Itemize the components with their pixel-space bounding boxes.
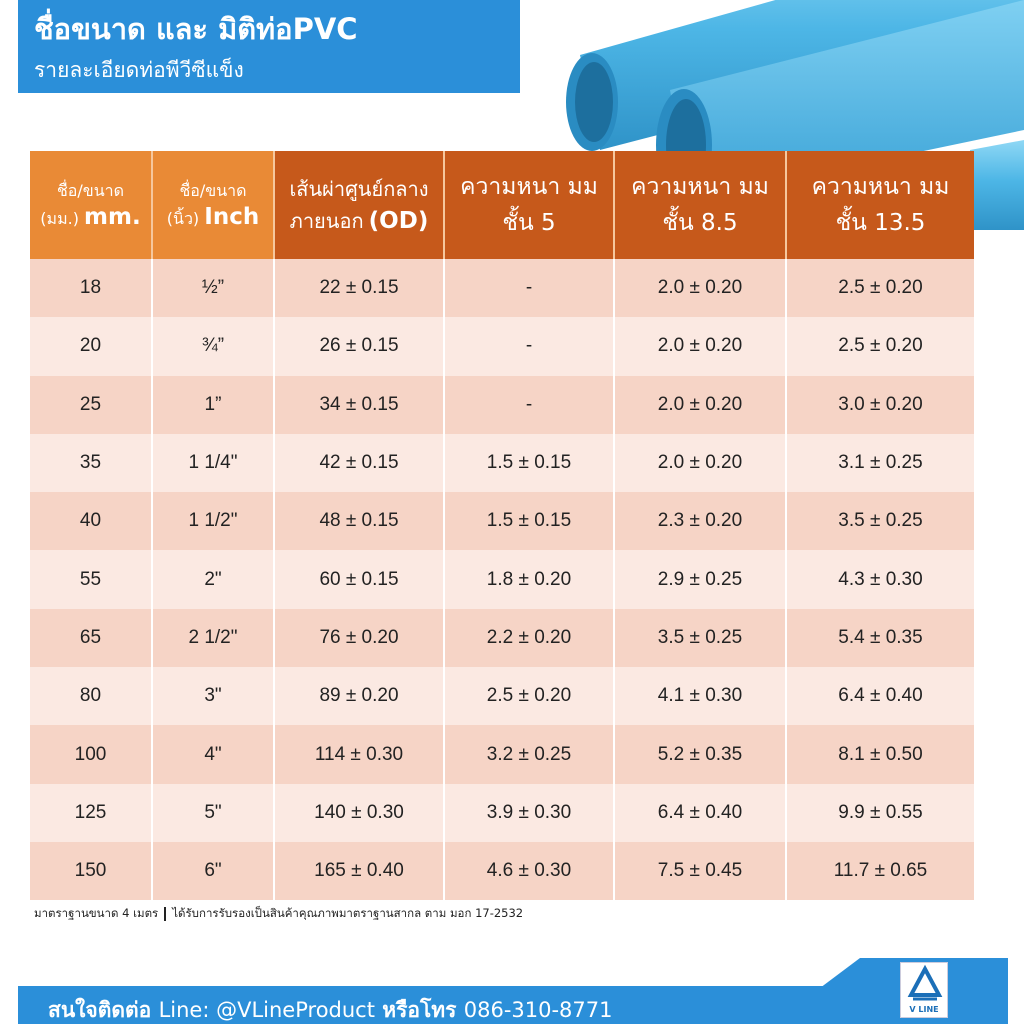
cell-thickness-13-5: 9.9 ± 0.55 [786,784,974,842]
cell-outer-diameter: 89 ± 0.20 [274,667,444,725]
cell-thickness-5: 1.8 ± 0.20 [444,550,614,608]
column-header-size-mm: ชื่อ/ขนาด (มม.) mm. [30,151,152,259]
contact-line-id[interactable]: Line: @VLineProduct [158,998,375,1022]
table-row [30,667,974,725]
cell-thickness-5: 2.2 ± 0.20 [444,609,614,667]
table-header-row [30,151,974,259]
cell-thickness-8-5: 7.5 ± 0.45 [614,842,786,900]
cell-size-inch: 4" [152,725,274,783]
cell-thickness-5: 2.5 ± 0.20 [444,667,614,725]
contact-or: หรือโทร [382,998,457,1022]
column-header-thickness-class-5: ความหนา มม ชั้น 5 [444,151,614,259]
cell-thickness-8-5: 3.5 ± 0.25 [614,609,786,667]
column-header-thickness-class-13-5: ความหนา มม ชั้น 13.5 [786,151,974,259]
cell-thickness-8-5: 2.0 ± 0.20 [614,317,786,375]
cell-thickness-5: 1.5 ± 0.15 [444,492,614,550]
cell-thickness-13-5: 2.5 ± 0.20 [786,317,974,375]
column-header-size-inch: ชื่อ/ขนาด (นิ้ว) Inch [152,151,274,259]
cell-thickness-5: - [444,259,614,317]
cell-thickness-8-5: 4.1 ± 0.30 [614,667,786,725]
cell-size-mm: 125 [30,784,152,842]
cell-outer-diameter: 76 ± 0.20 [274,609,444,667]
cell-size-inch: 5" [152,784,274,842]
cell-thickness-13-5: 8.1 ± 0.50 [786,725,974,783]
cell-size-mm: 40 [30,492,152,550]
cell-thickness-5: 4.6 ± 0.30 [444,842,614,900]
cell-thickness-5: 1.5 ± 0.15 [444,434,614,492]
logo-label: V LINE [909,1005,939,1014]
cell-size-mm: 20 [30,317,152,375]
cell-outer-diameter: 34 ± 0.15 [274,376,444,434]
table-row [30,842,974,900]
cell-outer-diameter: 42 ± 0.15 [274,434,444,492]
table-row [30,376,974,434]
table-row [30,550,974,608]
footnote-certification: ได้รับการรับรองเป็นสินค้าคุณภาพมาตราฐานสากล ตาม มอก 17-2532 [172,906,524,920]
contact-phone[interactable]: 086-310-8771 [463,998,613,1022]
cell-thickness-5: 3.2 ± 0.25 [444,725,614,783]
cell-size-inch: ¾” [152,317,274,375]
cell-size-mm: 55 [30,550,152,608]
cell-thickness-13-5: 11.7 ± 0.65 [786,842,974,900]
cell-size-mm: 25 [30,376,152,434]
cell-thickness-8-5: 5.2 ± 0.35 [614,725,786,783]
cell-thickness-8-5: 6.4 ± 0.40 [614,784,786,842]
vline-logo [900,962,948,1018]
cell-outer-diameter: 114 ± 0.30 [274,725,444,783]
cell-thickness-13-5: 3.0 ± 0.20 [786,376,974,434]
cell-size-mm: 100 [30,725,152,783]
cell-thickness-13-5: 6.4 ± 0.40 [786,667,974,725]
cell-thickness-8-5: 2.3 ± 0.20 [614,492,786,550]
cell-thickness-13-5: 2.5 ± 0.20 [786,259,974,317]
cell-size-inch: ½” [152,259,274,317]
table-row [30,317,974,375]
cell-size-inch: 2 1/2" [152,609,274,667]
cell-size-inch: 1 1/2" [152,492,274,550]
footnote-divider [164,907,166,921]
table-row [30,492,974,550]
cell-thickness-5: - [444,376,614,434]
cell-outer-diameter: 165 ± 0.40 [274,842,444,900]
cell-thickness-8-5: 2.0 ± 0.20 [614,259,786,317]
cell-outer-diameter: 22 ± 0.15 [274,259,444,317]
cell-thickness-8-5: 2.9 ± 0.25 [614,550,786,608]
cell-size-mm: 18 [30,259,152,317]
cell-outer-diameter: 48 ± 0.15 [274,492,444,550]
cell-outer-diameter: 60 ± 0.15 [274,550,444,608]
cell-size-mm: 150 [30,842,152,900]
column-header-outer-diameter: เส้นผ่าศูนย์กลาง ภายนอก (OD) [274,151,444,259]
cell-size-inch: 1” [152,376,274,434]
cell-outer-diameter: 140 ± 0.30 [274,784,444,842]
table-row [30,609,974,667]
cell-thickness-13-5: 3.5 ± 0.25 [786,492,974,550]
cell-size-mm: 65 [30,609,152,667]
triangle-logo-icon [901,963,949,1003]
table-row [30,259,974,317]
footnote-standard-length: มาตราฐานขนาด 4 เมตร [34,906,159,920]
table-body [30,259,974,900]
contact-line [48,994,613,1024]
cell-thickness-5: 3.9 ± 0.30 [444,784,614,842]
cell-thickness-13-5: 3.1 ± 0.25 [786,434,974,492]
cell-thickness-13-5: 4.3 ± 0.30 [786,550,974,608]
cell-size-inch: 2" [152,550,274,608]
cell-size-mm: 35 [30,434,152,492]
table-row [30,725,974,783]
cell-thickness-8-5: 2.0 ± 0.20 [614,376,786,434]
cell-thickness-5: - [444,317,614,375]
footnote [34,905,523,923]
cell-size-inch: 1 1/4" [152,434,274,492]
header-banner [18,0,520,93]
table-row [30,434,974,492]
cell-size-inch: 3" [152,667,274,725]
cell-size-inch: 6" [152,842,274,900]
cell-thickness-13-5: 5.4 ± 0.35 [786,609,974,667]
pvc-spec-table [30,151,974,900]
page-subtitle: รายละเอียดท่อพีวีซีแข็ง [34,58,244,82]
cell-thickness-8-5: 2.0 ± 0.20 [614,434,786,492]
column-header-thickness-class-8-5: ความหนา มม ชั้น 8.5 [614,151,786,259]
page-title: ชื่อขนาด และ มิติท่อPVC [34,12,358,46]
cell-outer-diameter: 26 ± 0.15 [274,317,444,375]
contact-prefix: สนใจติดต่อ [48,998,152,1022]
table-row [30,784,974,842]
cell-size-mm: 80 [30,667,152,725]
